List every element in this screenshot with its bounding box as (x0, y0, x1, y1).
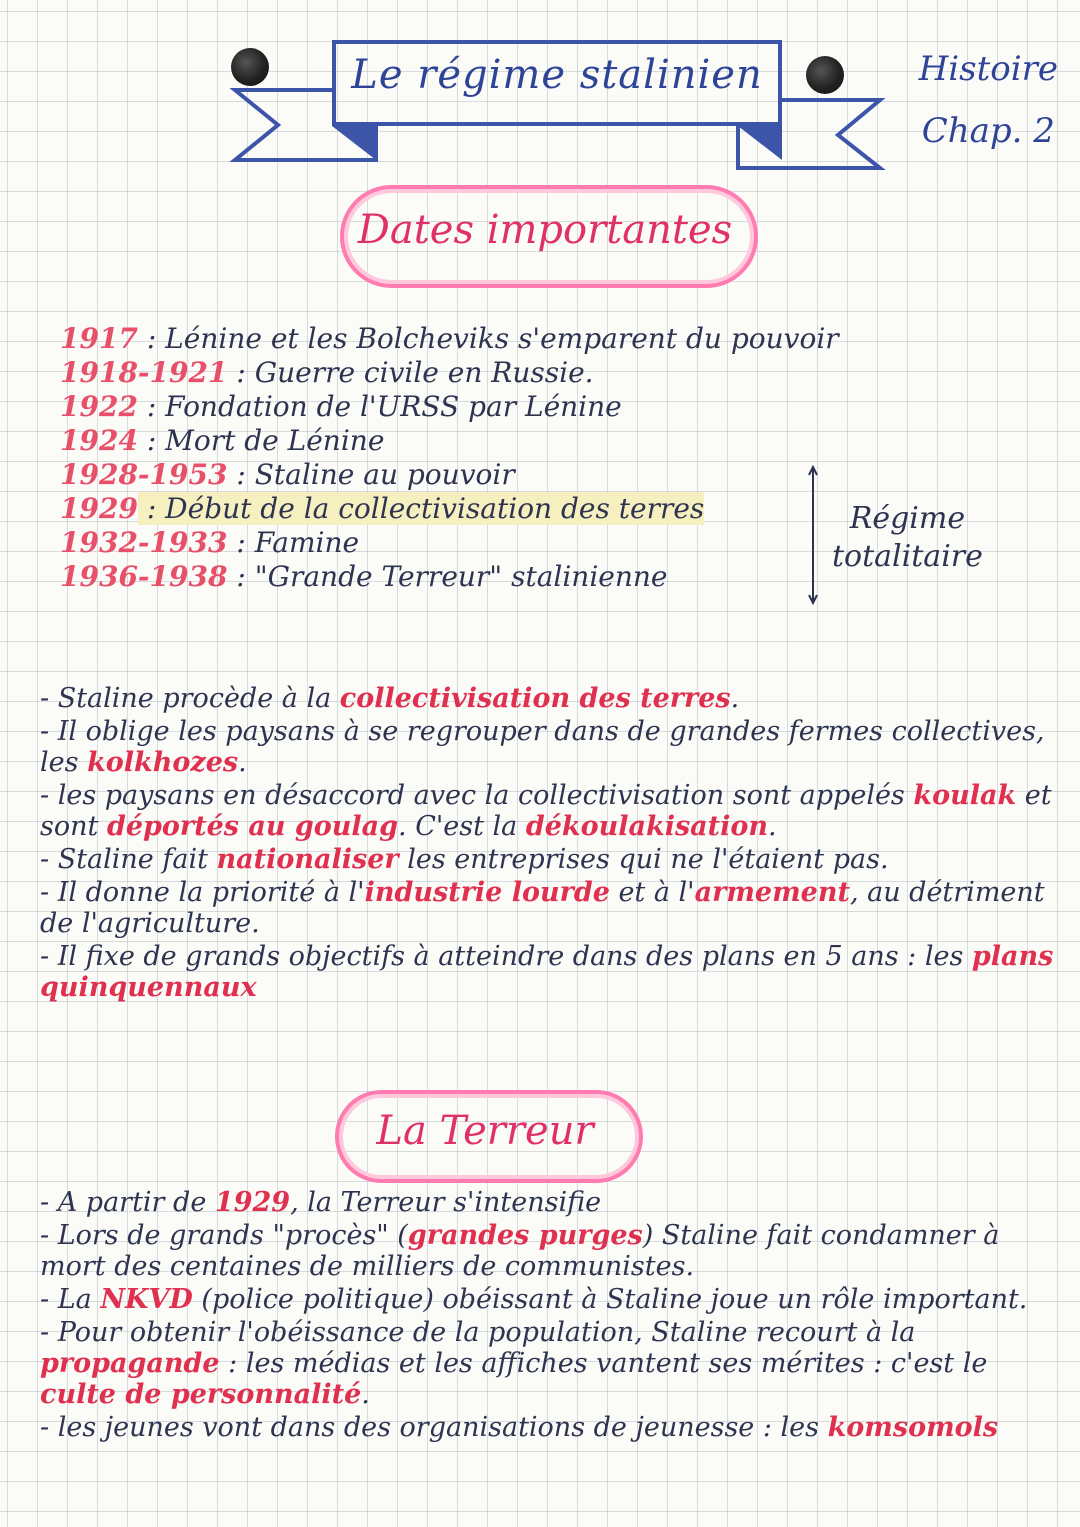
bullet-item (40, 683, 1060, 714)
keyword: nationaliser (216, 844, 399, 875)
date-row (60, 390, 820, 424)
keyword: dékoulakisation (525, 811, 769, 842)
terreur-bullets (40, 1187, 1060, 1445)
date-text: : Famine (227, 526, 360, 559)
collectivisation-bullets (40, 683, 1060, 1005)
keyword: déportés au goulag (106, 811, 399, 842)
regime-label (832, 500, 983, 576)
text: ) Staline fait condamner à mort des centaines de milliers de communistes. (40, 1220, 1000, 1282)
text: - Staline fait (40, 844, 217, 875)
bullet-item (40, 1284, 1060, 1315)
date-text: : Mort de Lénine (137, 424, 385, 457)
text: . (238, 747, 247, 778)
bullet-item (40, 1220, 1060, 1282)
keyword: armement (694, 877, 850, 908)
bullet-item (40, 1412, 1060, 1443)
date-text: : Lénine et les Bolcheviks s'emparent du pouvoir (137, 322, 839, 355)
text: (police politique) obéissant à Staline joue un rôle important. (192, 1284, 1028, 1315)
text: les entreprises qui ne l'étaient pas. (398, 844, 889, 875)
date-row (60, 356, 820, 390)
text: . (768, 811, 777, 842)
date-text: : Guerre civile en Russie. (227, 356, 594, 389)
text: - Il donne la priorité à l' (40, 877, 365, 908)
keyword: industrie lourde (364, 877, 610, 908)
text: - La (40, 1284, 101, 1315)
dates-list (60, 322, 839, 594)
date-row (60, 526, 820, 560)
text: : les médias et les affiches vantent ses mérites : c'est le (219, 1348, 988, 1379)
keyword: plans quinquennaux (40, 941, 1054, 1003)
subject-line-1: Histoire (918, 49, 1058, 89)
subject-line-2: Chap. 2 (921, 111, 1055, 151)
text: . (730, 683, 740, 714)
keyword: grandes purges (407, 1220, 643, 1251)
date-row (60, 424, 820, 458)
keyword: kolkhozes (87, 747, 239, 778)
date-text: : Staline au pouvoir (227, 458, 515, 491)
bullet-item (40, 1187, 1060, 1218)
keyword: propagande (40, 1348, 220, 1379)
bullet-item (40, 780, 1060, 842)
dates-section-title: Dates importantes (357, 207, 733, 253)
bullet-item (40, 941, 1060, 1003)
date-year: 1928-1953 (60, 458, 228, 491)
date-text: : "Grande Terreur" stalinienne (227, 560, 668, 593)
subject-label (919, 38, 1058, 162)
date-year: 1924 (60, 424, 138, 457)
date-year: 1922 (60, 390, 138, 423)
text: - Il fixe de grands objectifs à atteindre dans des plans en 5 ans : les (40, 941, 972, 972)
regime-line-1: Régime (849, 501, 966, 536)
text: - Il oblige les paysans à se regrouper dans de grandes fermes collectives, les (40, 716, 1045, 778)
double-arrow-icon (808, 465, 818, 605)
date-row (60, 322, 839, 356)
date-row (60, 492, 820, 526)
bullet-item (40, 716, 1060, 778)
bullet-item (40, 1317, 1060, 1410)
date-text: : Fondation de l'URSS par Lénine (137, 390, 622, 423)
date-year: 1918-1921 (60, 356, 228, 389)
text: , au détriment de l'agriculture. (40, 877, 1045, 939)
keyword: culte de personnalité (40, 1379, 362, 1410)
date-year: 1917 (60, 322, 138, 355)
bullet-item (40, 844, 1060, 875)
text: et sont (40, 780, 1052, 842)
bullet-item (40, 877, 1060, 939)
date-row (60, 458, 820, 492)
keyword: komsomols (827, 1412, 999, 1443)
keyword: NKVD (100, 1284, 193, 1315)
date-year: 1929 (60, 492, 138, 525)
text: - les paysans en désaccord avec la collectivisation sont appelés (40, 780, 914, 811)
keyword: collectivisation des terres (339, 683, 731, 714)
text: - Pour obtenir l'obéissance de la population, Staline recourt à la (40, 1317, 916, 1348)
text: , la Terreur s'intensifie (290, 1187, 602, 1218)
regime-line-2: totalitaire (832, 539, 983, 574)
page-title: Le régime stalinien (351, 52, 763, 98)
keyword: koulak (913, 780, 1017, 811)
date-row (60, 560, 820, 594)
text: - les jeunes vont dans des organisations de jeunesse : les (40, 1412, 828, 1443)
text: - Staline procède à la (40, 683, 340, 714)
date-year: 1936-1938 (60, 560, 228, 593)
date-year: 1932-1933 (60, 526, 228, 559)
text: et à l' (609, 877, 695, 908)
keyword: 1929 (214, 1187, 291, 1218)
terreur-section-title: La Terreur (376, 1108, 594, 1154)
date-text: : Début de la collectivisation des terres (137, 492, 705, 525)
text: - Lors de grands "procès" ( (40, 1220, 408, 1251)
text: . C'est la (398, 811, 526, 842)
text: . (361, 1379, 370, 1410)
text: - A partir de (40, 1187, 215, 1218)
